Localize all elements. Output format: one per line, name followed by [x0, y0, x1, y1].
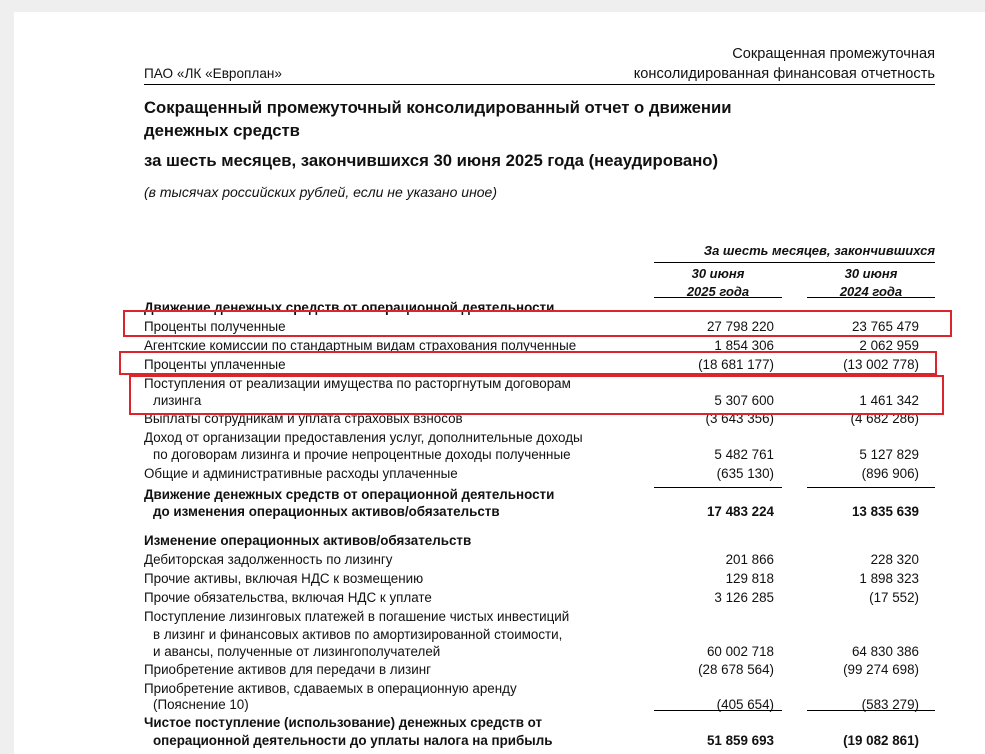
row-label: Проценты уплаченные [144, 357, 286, 372]
value-2024: (99 274 698) [843, 662, 919, 677]
report-type-line1: Сокращенная промежуточная [732, 46, 935, 62]
row-label: Выплаты сотрудникам и уплата страховых взносов [144, 411, 463, 426]
row-label: в лизинг и финансовых активов по амортизированной стоимости, [153, 627, 563, 642]
highlight-box [129, 375, 944, 415]
highlight-box [119, 351, 937, 375]
value-2025: 129 818 [725, 571, 774, 586]
row-label: Прочие обязательства, включая НДС к уплате [144, 590, 432, 605]
column-header-2024 [807, 265, 935, 301]
table-row [14, 589, 985, 607]
table-row [14, 532, 985, 550]
column-divider [807, 297, 935, 298]
table-row [14, 551, 985, 569]
column-header-2024-date: 30 июня [844, 266, 898, 281]
row-label: операционной деятельности до уплаты налога на прибыль [153, 733, 553, 748]
column-header-2025-year: 2025 года [686, 284, 750, 299]
column-header-2025-date: 30 июня [691, 266, 745, 281]
value-2024: 64 830 386 [851, 644, 919, 659]
document-page [14, 12, 985, 754]
value-2025: 5 307 600 [714, 393, 774, 408]
row-label: по договорам лизинга и прочие непроцентные доходы полученные [153, 447, 571, 462]
row-label: Поступления от реализации имущества по расторгнутым договорам [144, 376, 571, 391]
table-row [14, 503, 985, 521]
value-2025: 60 002 718 [706, 644, 774, 659]
highlight-box [123, 310, 952, 337]
row-label: Дебиторская задолженность по лизингу [144, 552, 393, 567]
subtotal-rule [807, 710, 935, 711]
row-label: Агентские комиссии по стандартным видам страхования полученные [144, 338, 577, 353]
row-label: Доход от организации предоставления услуг, дополнительные доходы [144, 430, 583, 445]
value-2024: 13 835 639 [851, 504, 919, 519]
value-2025: (18 681 177) [698, 357, 774, 372]
statement-title [144, 96, 864, 142]
period-divider [654, 262, 935, 263]
value-2025: (635 130) [716, 466, 774, 481]
table-row [14, 626, 985, 644]
column-header-2025 [654, 265, 782, 301]
statement-subtitle: за шесть месяцев, закончившихся 30 июня 2025 года (неаудировано) [144, 151, 719, 170]
value-2025: 5 482 761 [714, 447, 774, 462]
value-2024: 23 765 479 [851, 319, 919, 334]
table-row [14, 429, 985, 447]
row-label: Приобретение активов для передачи в лизинг [144, 662, 431, 677]
row-label: Прочие активы, включая НДС к возмещению [144, 571, 424, 586]
row-label: до изменения операционных активов/обязательств [153, 504, 500, 519]
title-line1: Сокращенный промежуточный консолидированный отчет о движении [144, 98, 732, 117]
row-label: лизинга [153, 393, 202, 408]
value-2024: 1 461 342 [859, 393, 919, 408]
value-2025: 201 866 [725, 552, 774, 567]
value-2025: 17 483 224 [706, 504, 774, 519]
table-row [14, 643, 985, 661]
header-divider [144, 84, 935, 85]
value-2024: 228 320 [870, 552, 919, 567]
report-type [634, 44, 935, 84]
table-row [14, 608, 985, 626]
row-label: Движение денежных средств от операционной деятельности [144, 487, 555, 502]
row-label: (Пояснение 10) [153, 697, 249, 712]
row-label: и авансы, полученные от лизингополучателей [153, 644, 441, 659]
table-row [14, 486, 985, 504]
value-2024: (896 906) [861, 466, 919, 481]
row-label: Общие и административные расходы уплаченные [144, 466, 458, 481]
value-2024: (4 682 286) [850, 411, 919, 426]
section-heading: Изменение операционных активов/обязательств [144, 533, 472, 548]
units-note: (в тысячах российских рублей, если не указано иное) [144, 184, 498, 200]
row-label: Приобретение активов, сдаваемых в операционную аренду [144, 681, 517, 696]
subtotal-rule [654, 710, 782, 711]
value-2024: (19 082 861) [843, 733, 919, 748]
table-row [14, 714, 985, 732]
row-label: Проценты полученные [144, 319, 286, 334]
value-2024: (17 552) [869, 590, 919, 605]
column-header-2024-year: 2024 года [839, 284, 903, 299]
table-row [14, 446, 985, 464]
table-row [14, 570, 985, 588]
value-2025: 27 798 220 [706, 319, 774, 334]
title-line2: денежных средств [144, 121, 300, 140]
value-2025: (28 678 564) [698, 662, 774, 677]
value-2025: (405 654) [716, 697, 774, 712]
row-label: Движение денежных средств от операционной деятельности [144, 300, 555, 315]
value-2025: 51 859 693 [706, 733, 774, 748]
value-2025: 3 126 285 [714, 590, 774, 605]
row-label: Чистое поступление (использование) денежных средств от [144, 715, 543, 730]
table-row [14, 696, 985, 714]
table-row [14, 661, 985, 679]
table-row [14, 465, 985, 483]
value-2025: 1 854 306 [714, 338, 774, 353]
company-name: ПАО «ЛК «Европлан» [144, 66, 282, 81]
value-2024: 2 062 959 [859, 338, 919, 353]
value-2024: (583 279) [861, 697, 919, 712]
table-row [14, 732, 985, 750]
report-type-line2: консолидированная финансовая отчетность [633, 66, 935, 82]
period-label: За шесть месяцев, закончившихся [703, 243, 935, 258]
row-label: Поступление лизинговых платежей в погашение чистых инвестиций [144, 609, 570, 624]
value-2024: 1 898 323 [859, 571, 919, 586]
column-divider [654, 297, 782, 298]
value-2025: (3 643 356) [705, 411, 774, 426]
value-2024: 5 127 829 [859, 447, 919, 462]
value-2024: (13 002 778) [843, 357, 919, 372]
